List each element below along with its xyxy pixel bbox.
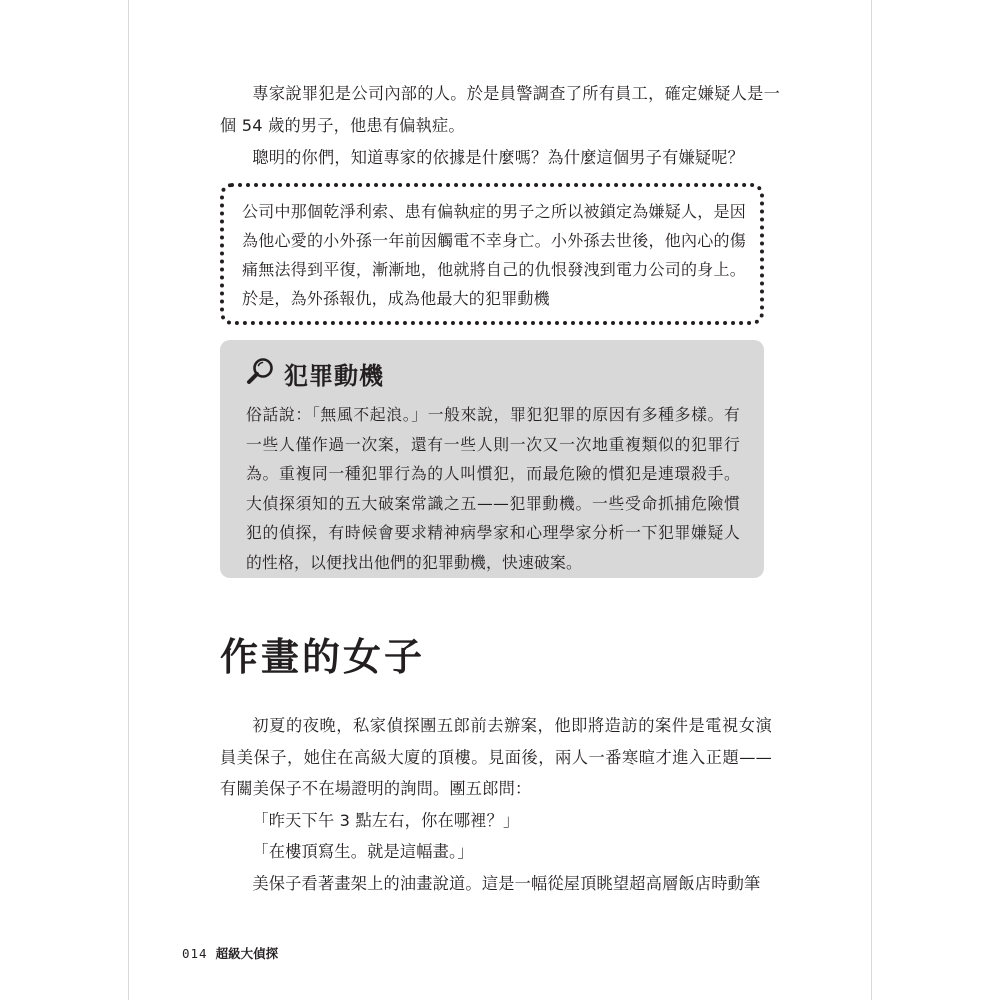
story-paragraph-2: 美保子看著畫架上的油畫說道。這是一幅從屋頂眺望超高層飯店時動筆 bbox=[252, 873, 761, 893]
intro-paragraph-1: 專家說罪犯是公司內部的人。於是員警調查了所有員工，確定嫌疑人是一個 54 歲的男子，他患有偏執症。 bbox=[220, 84, 780, 135]
info-box-title: 犯罪動機 bbox=[284, 361, 384, 390]
story-quote-2: 「在樓頂寫生。就是這幅畫。」 bbox=[252, 842, 474, 861]
page-number: 014 bbox=[182, 945, 208, 961]
info-box bbox=[220, 340, 764, 578]
page-footer bbox=[182, 944, 278, 962]
story-section bbox=[220, 710, 772, 899]
info-box-header bbox=[246, 356, 740, 390]
story-quote-1: 「昨天下午 3 點左右，你在哪裡？」 bbox=[252, 810, 520, 830]
info-box-text: 俗話說：「無風不起浪。」一般來說，罪犯犯罪的原因有多種多樣。有一些人僅作過一次案，還有一些人則一次又一次地重複類似的犯罪行為。重複同一種犯罪行為的人叫慣犯，而最危險的慣犯是連環殺手。大偵探須知的五大破案常識之五——犯罪動機。一些受命抓捕危險慣犯的偵探，有時候會要求精神病學家和心理學家分析一下犯罪嫌疑人的性格，以便找出他們的犯罪動機，快速破案。 bbox=[246, 405, 740, 572]
intro-section bbox=[220, 78, 780, 174]
answer-text: 公司中那個乾淨利索、患有偏執症的男子之所以被鎖定為嫌疑人，是因為他心愛的小外孫一年前因觸電不幸身亡。小外孫去世後，他內心的傷痛無法得到平復，漸漸地，他就將自己的仇恨發洩到電力公司的身上。於是，為外孫報仇，成為他最大的犯罪動機 bbox=[242, 202, 746, 308]
answer-box bbox=[220, 183, 764, 325]
magnifier-icon bbox=[246, 356, 276, 390]
intro-paragraph-2: 聰明的你們，知道專家的依據是什麼嗎？為什麼這個男子有嫌疑呢？ bbox=[252, 148, 745, 167]
story-paragraph-1: 初夏的夜晚，私家偵探團五郎前去辦案，他即將造訪的案件是電視女演員美保子，她住在高級大廈的頂樓。見面後，兩人一番寒暄才進入正題——有關美保子不在場證明的詢問。團五郎問： bbox=[220, 716, 772, 798]
section-title: 作畫的女子 bbox=[220, 635, 426, 679]
book-title: 超級大偵探 bbox=[215, 946, 279, 961]
